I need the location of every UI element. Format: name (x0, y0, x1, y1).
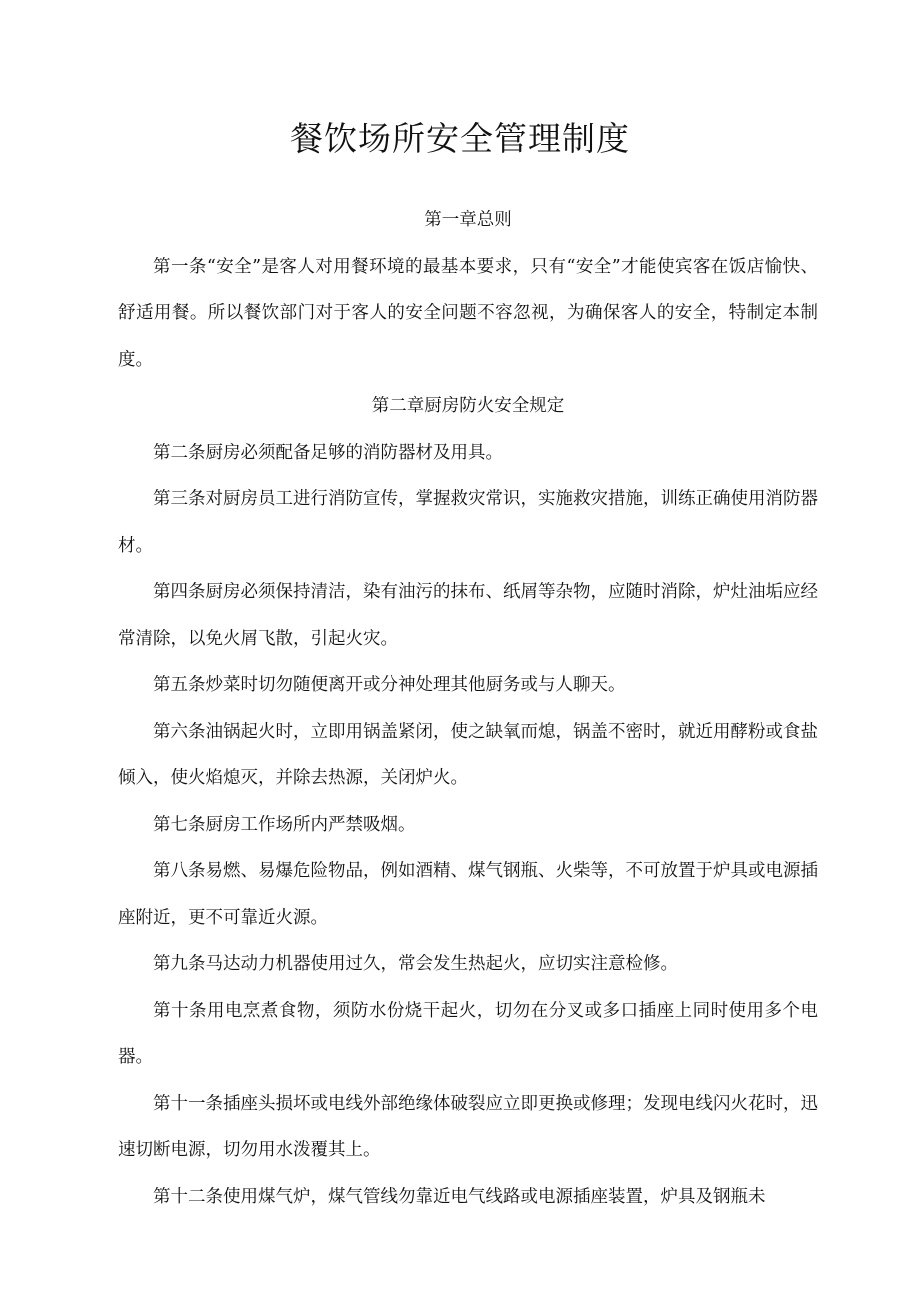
article-12: 第十二条使用煤气炉，煤气管线勿靠近电气线路或电源插座装置，炉具及钢瓶未 (153, 1186, 766, 1207)
article-3: 第三条对厨房员工进行消防宣传，掌握救灾常识，实施救灾措施，训练正确使用消防器材。 (118, 489, 818, 556)
article-4: 第四条厨房必须保持清洁，染有油污的抹布、纸屑等杂物，应随时消除，炉灶油垢应经常清除，以免火屑飞散，引起火灾。 (118, 582, 818, 649)
article-8: 第八条易燃、易爆危险物品，例如酒精、煤气钢瓶、火柴等，不可放置于炉具或电源插座附近，更不可靠近火源。 (118, 861, 818, 928)
article-6: 第六条油锅起火时，立即用锅盖紧闭，使之缺氧而熄，锅盖不密时，就近用酵粉或食盐倾入，使火焰熄灭，并除去热源，关闭炉火。 (118, 721, 818, 788)
article-10: 第十条用电烹煮食物，须防水份烧干起火，切勿在分叉或多口插座上同时使用多个电器。 (118, 1000, 818, 1067)
article-5: 第五条炒菜时切勿随便离开或分神处理其他厨务或与人聊天。 (153, 675, 626, 695)
chapter-heading-2: 第二章厨房防火安全规定 (371, 396, 565, 416)
document-title: 餐饮场所安全管理制度 (290, 119, 630, 158)
article-9: 第九条马达动力机器使用过久，常会发生热起火，应切实注意检修。 (153, 954, 678, 974)
document-body (118, 197, 818, 1220)
article-2: 第二条厨房必须配备足够的消防器材及用具。 (153, 442, 503, 463)
chapter-heading-1: 第一章总则 (424, 210, 512, 230)
article-11: 第十一条插座头损坏或电线外部绝缘体破裂应立即更换或修理；发现电线闪火花时，迅速切断电源，切勿用水泼覆其上。 (118, 1093, 818, 1160)
article-7: 第七条厨房工作场所内严禁吸烟。 (153, 814, 416, 835)
article-1: 第一条“安全”是客人对用餐环境的最基本要求，只有“安全”才能使宾客在饭店愉快、舒适用餐。所以餐饮部门对于客人的安全问题不容忽视，为确保客人的安全，特制定本制度。 (118, 256, 818, 370)
